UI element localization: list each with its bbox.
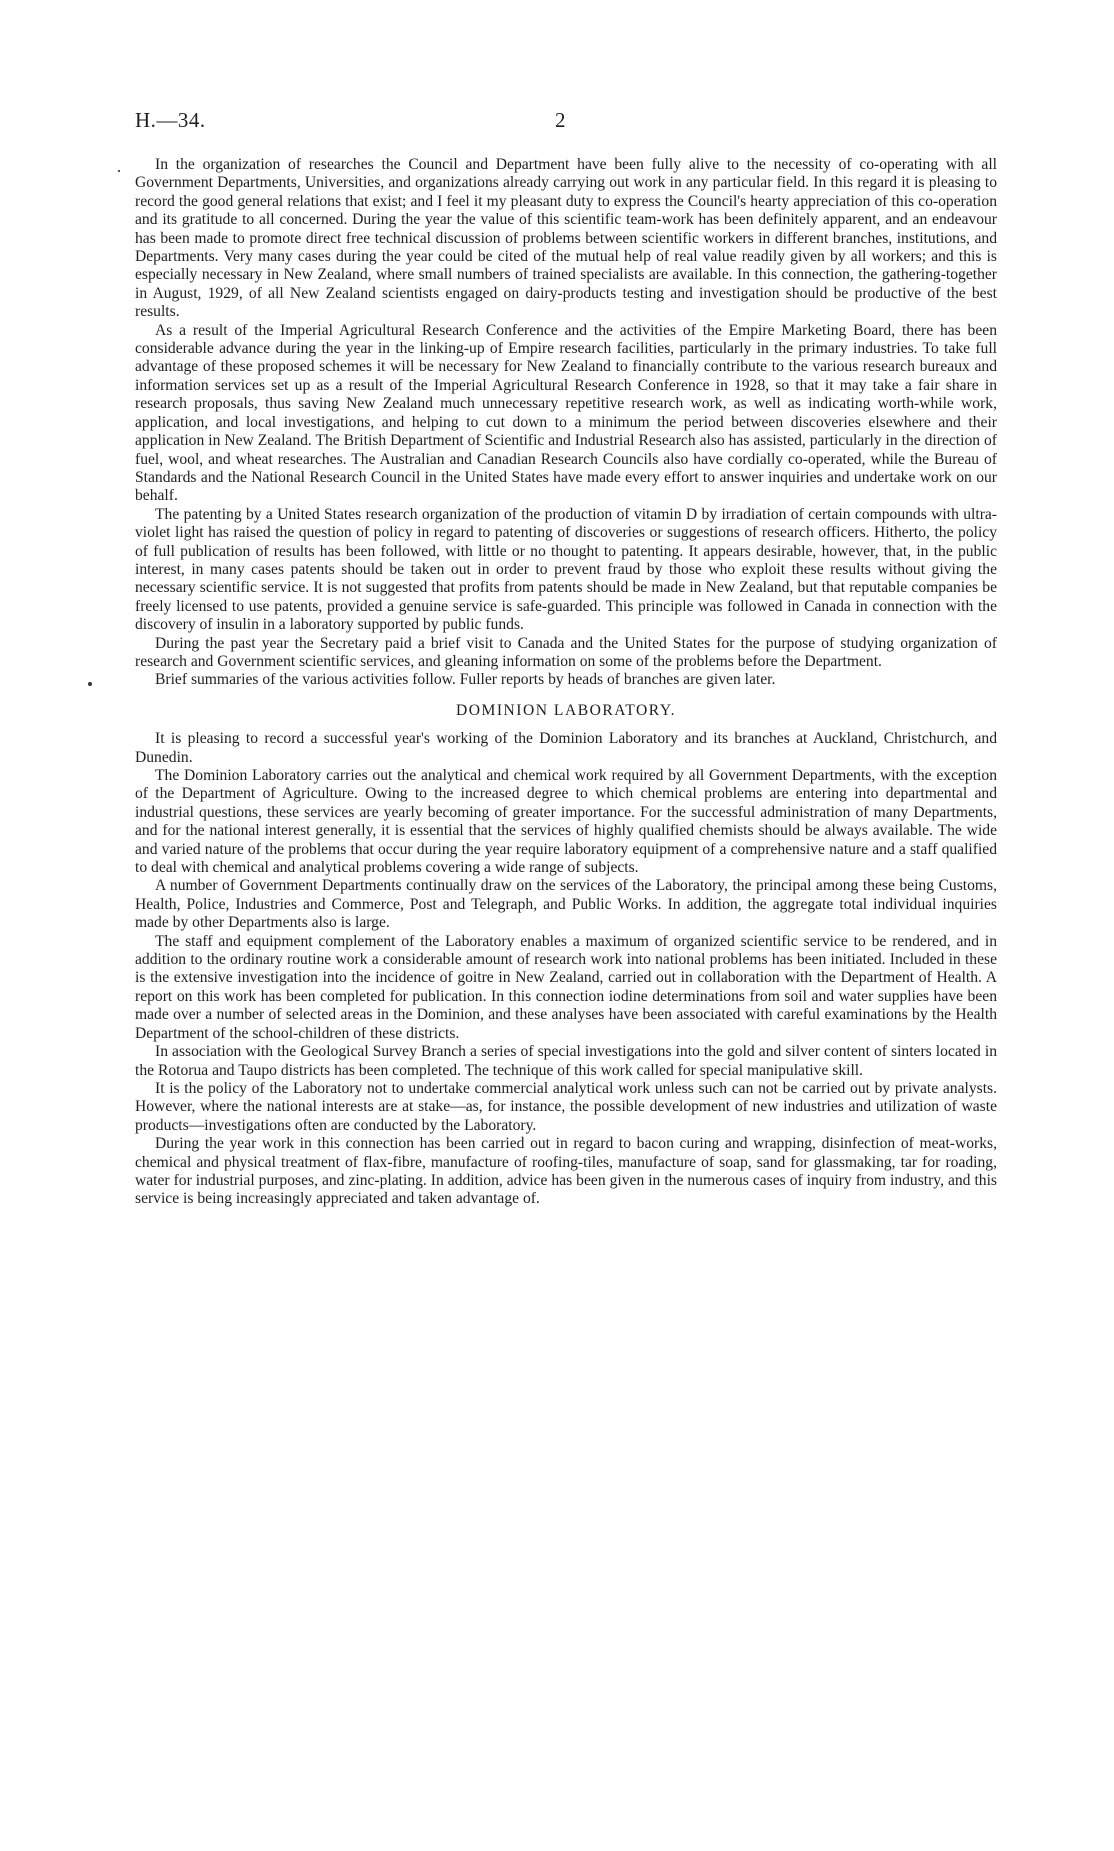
paragraph: As a result of the Imperial Agricultural Research Conference and the activities of the Empire Marketing Board, there has been considerable advance during the year in the linking-up of Empire research facilities, particularly in the primary industries. To take full advantage of these proposed schemes it will be necessary for New Zealand to financially contribute to the various research bureaux and information services set up as a result of the Imperial Agricultural Research Conference in 1928, so that it may take a fair share in research proposals, thus saving New Zealand much unnecessary repetitive research work, as well as indicating worth-while work, application, and local investigations, and helping to cut down to a minimum the period between discoveries elsewhere and their application in New Zealand. The British Department of Scientific and Industrial Research also has assisted, particularly in the direction of fuel, wool, and wheat researches. The Australian and Canadian Research Councils also have cordially co-operated, while the Bureau of Standards and the National Research Council in the United States have made every effort to answer inquiries and undertake work on our behalf.	[135, 321, 997, 505]
document-body	[135, 156, 997, 1209]
paragraph: Brief summaries of the various activities follow. Fuller reports by heads of branches are given later.	[155, 671, 776, 689]
paragraph: The staff and equipment complement of the Laboratory enables a maximum of organized scientific service to be rendered, and in addition to the ordinary routine work a considerable amount of research work into national problems has been initiated. Included in these is the extensive investigation into the incidence of goitre in New Zealand, carried out in collaboration with the Department of Health. A report on this work has been completed for publication. In this connection iodine determinations from soil and water supplies have been made over a number of selected areas in the Dominion, and these analyses have been associated with careful examinations by the Health Department of the school-children of these districts.	[135, 932, 997, 1042]
document-reference: H.—34.	[135, 108, 206, 132]
margin-mark	[118, 170, 120, 172]
paragraph: The patenting by a United States research organization of the production of vitamin D by irradiation of certain compounds with ultra-violet light has raised the question of policy in regard to patenting of discoveries or suggestions of research officers. Hitherto, the policy of full publication of results has been followed, with little or no thought to patenting. It appears desirable, however, that, in the public interest, in many cases patents should be taken out in order to prevent fraud by those who exploit these results without giving the necessary scientific service. It is not suggested that profits from patents should be made in New Zealand, but that reputable companies be freely licensed to use patents, provided a genuine service is safe-guarded. This principle was followed in Canada in connection with the discovery of insulin in a laboratory supported by public funds.	[135, 505, 997, 634]
paragraph: It is pleasing to record a successful year's working of the Dominion Laboratory and its branches at Auckland, Christchurch, and Dunedin.	[135, 730, 997, 766]
section-heading-dominion-laboratory: DOMINION LABORATORY.	[455, 701, 677, 719]
margin-bullet-mark	[88, 682, 92, 686]
paragraph: The Dominion Laboratory carries out the analytical and chemical work required by all Government Departments, with the exception of the Department of Agriculture. Owing to the increased degree to which chemical problems are entering into departmental and industrial questions, these services are yearly becoming of greater importance. For the successful administration of many Departments, and for the national interest generally, it is essential that the services of highly qualified chemists should be always available. The wide and varied nature of the problems that occur during the year require laboratory equipment of a comprehensive nature and a staff qualified to deal with chemical and analytical problems covering a wide range of subjects.	[135, 767, 997, 877]
paragraph: During the year work in this connection has been carried out in regard to bacon curing and wrapping, disinfection of meat-works, chemical and physical treatment of flax-fibre, manufacture of roofing-tiles, manufacture of soap, sand for glassmaking, tar for roading, water for industrial purposes, and zinc-plating. In addition, advice has been given in the numerous cases of inquiry from industry, and this service is being increasingly appreciated and taken advantage of.	[135, 1135, 997, 1208]
paragraph: In the organization of researches the Council and Department have been fully alive to the necessity of co-operating with all Government Departments, Universities, and organizations already carrying out work in any particular field. In this regard it is pleasing to record the good general relations that exist; and I feel it my pleasant duty to express the Council's hearty appreciation of this co-operation and its gratitude to all concerned. During the year the value of this scientific team-work has been definitely apparent, and an endeavour has been made to promote direct free technical discussion of problems between scientific workers in different branches, institutions, and Departments. Very many cases during the year could be cited of the mutual help of real value readily given by all workers; and this is especially necessary in New Zealand, where small numbers of trained specialists are available. In this connection, the gathering-together in August, 1929, of all New Zealand scientists engaged on dairy-products testing and investigation should be productive of the best results.	[135, 156, 997, 321]
paragraph: During the past year the Secretary paid a brief visit to Canada and the United States for the purpose of studying organization of research and Government scientific services, and gleaning information on some of the problems before the Department.	[135, 634, 997, 670]
paragraph: It is the policy of the Laboratory not to undertake commercial analytical work unless such can not be carried out by private analysts. However, where the national interests are at stake—as, for instance, the possible development of new industries and utilization of waste products—investigations often are conducted by the Laboratory.	[135, 1079, 997, 1134]
page-header	[135, 108, 1015, 138]
paragraph: A number of Government Departments continually draw on the services of the Laboratory, the principal among these being Customs, Health, Police, Industries and Commerce, Post and Telegraph, and Public Works. In addition, the aggregate total individual inquiries made by other Departments also is large.	[135, 877, 997, 932]
paragraph: In association with the Geological Survey Branch a series of special investigations into the gold and silver content of sinters located in the Rotorua and Taupo districts has been completed. The technique of this work called for special manipulative skill.	[135, 1043, 997, 1079]
page-number: 2	[555, 108, 566, 132]
